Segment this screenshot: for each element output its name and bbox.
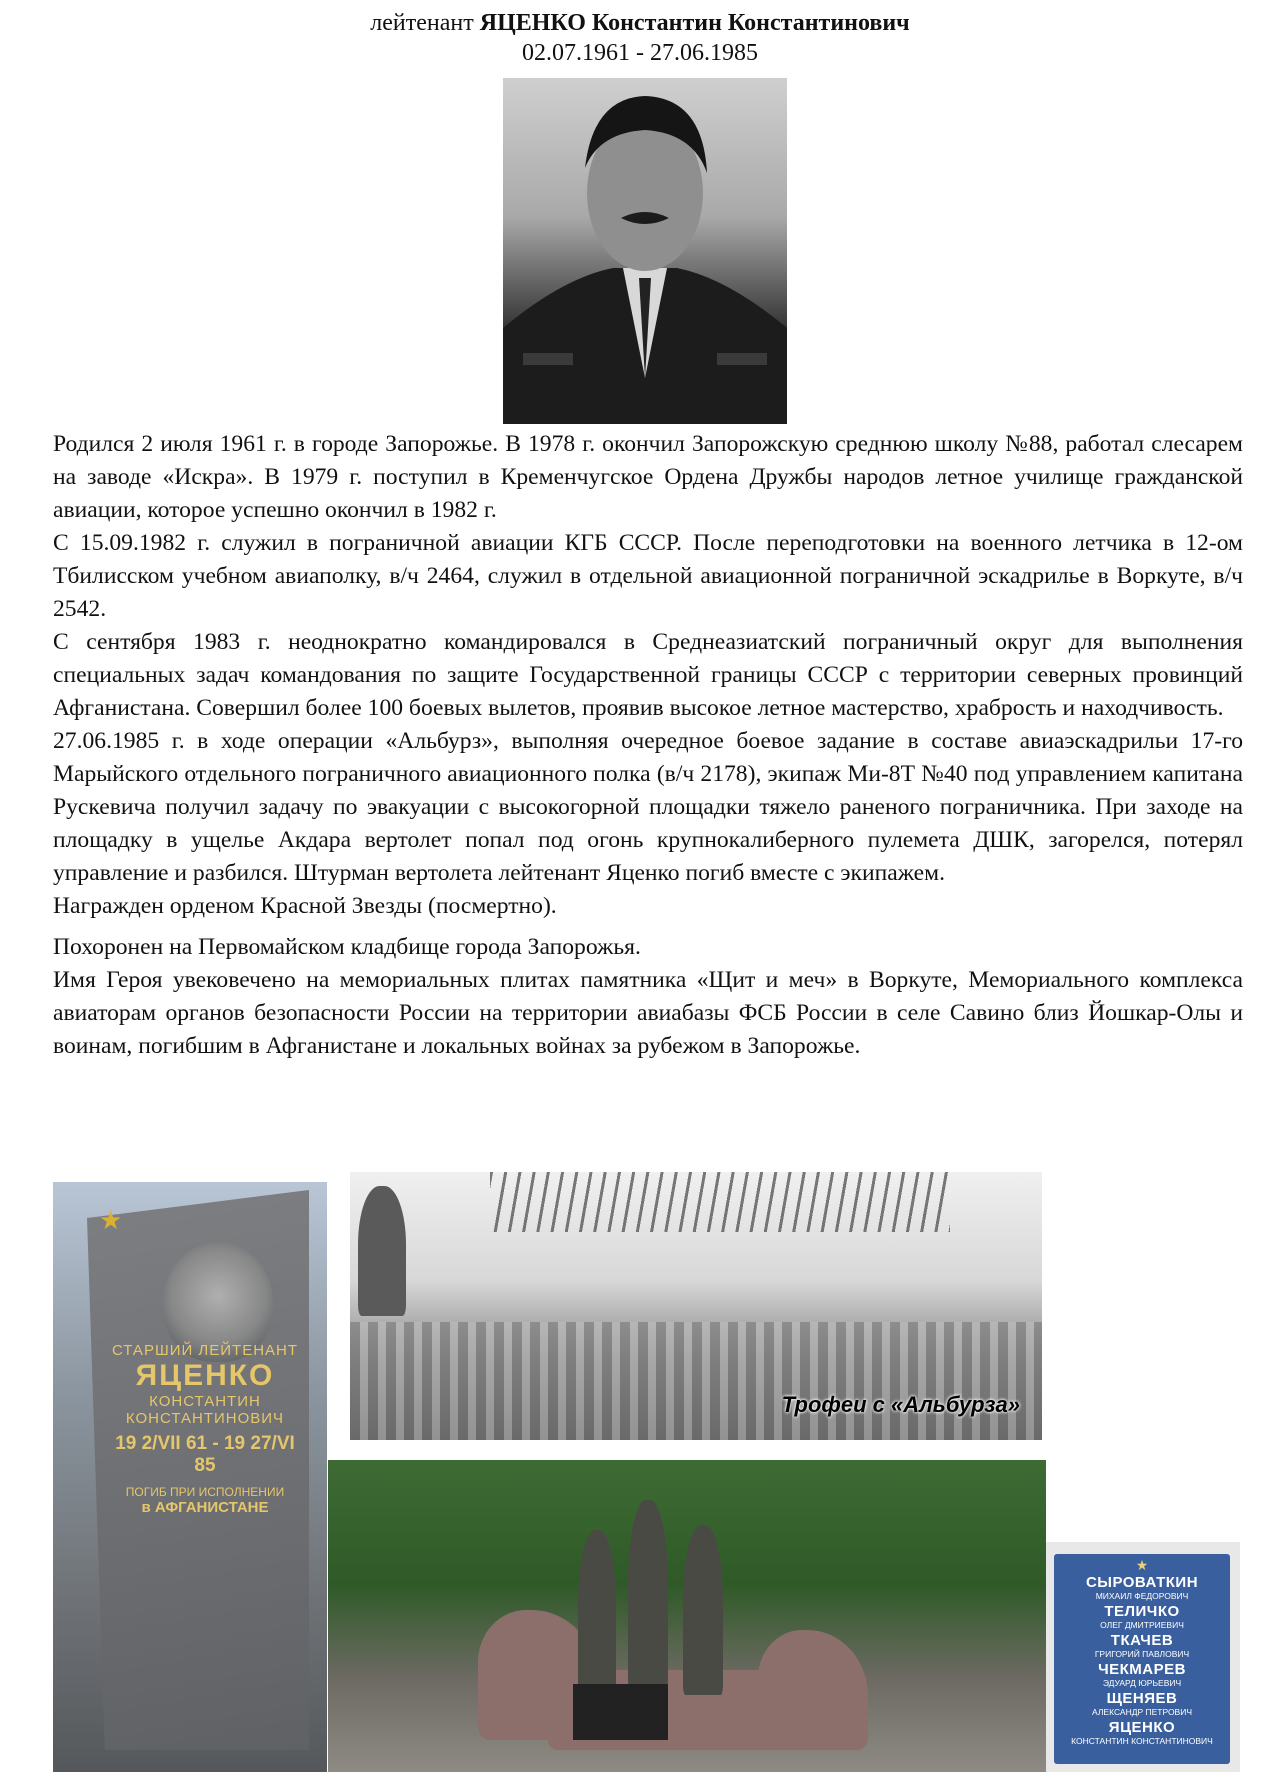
grave-rank: СТАРШИЙ ЛЕЙТЕНАНТ [111,1342,299,1359]
plaque-last-name: ЩЕНЯЕВ [1106,1690,1178,1707]
grave-died-text: ПОГИБ ПРИ ИСПОЛНЕНИИ [125,1485,285,1499]
plaque-first-name: МИХАИЛ ФЕДОРОВИЧ [1095,1591,1189,1601]
grave-place: в АФГАНИСТАНЕ [141,1499,269,1516]
plaque-entry [1054,1632,1230,1659]
trophy-caption: Трофеи с «Альбурза» [781,1392,1020,1417]
plaque-entry [1054,1719,1230,1746]
plaque-first-name: ГРИГОРИЙ ПАВЛОВИЧ [1094,1649,1190,1659]
bio-paragraph: Награжден орденом Красной Звезды (посмертно). [53,893,557,919]
gravestone-inscription [105,1342,305,1516]
trophy-structure [490,1172,950,1232]
bio-paragraph: Родился 2 июля 1961 г. в городе Запорожье. В 1978 г. окончил Запорожскую среднюю школу №88, работал слесарем на заводе «Искра». В 1979 г. поступил в Кременчугское Ордена Дружбы народов летное училище гражданской авиации, которое успешно окончил в 1982 г. [53,431,1243,523]
grave-dates: 19 2/VII 61 - 19 27/VI 85 [115,1433,295,1476]
bio-paragraph: С сентября 1983 г. неоднократно командировался в Среднеазиатский пограничный округ для выполнения специальных задач командования по защите Государственной границы СССР с территории северных провинций Афганистана. Совершил более 100 боевых вылетов, проявив высокое летное мастерство, храбрость и находчивость. [53,629,1243,721]
person-title [0,8,1280,38]
memorial-plaque [1054,1554,1230,1764]
portrait-figure [503,78,787,424]
star-icon: ★ [99,1206,123,1235]
memorial-sign [573,1684,668,1740]
bio-paragraph: 27.06.1985 г. в ходе операции «Альбурз», выполняя очередное боевое задание в составе авиаэскадрильи 17-го Марыйского отдельного пограничного авиационного полка (в/ч 2178), экипаж Ми-8Т №40 под управлением капитана Рускевича получил задачу по эвакуации с высокогорной площадки тяжело раненого пограничника. При заходе на площадку в ущелье Акдара вертолет попал под огонь крупнокалиберного пулемета ДШК, загорелся, потерял управление и разбился. Штурман вертолета лейтенант Яценко погиб вместе с экипажем. [53,728,1243,886]
plaque-last-name: ЧЕКМАРЕВ [1098,1661,1186,1678]
trophy-photo [350,1172,1042,1440]
person-name: ЯЦЕНКО Константин Константинович [479,10,910,36]
plaque-entry [1054,1661,1230,1688]
star-icon: ★ [1135,1557,1149,1573]
gravestone-photo [53,1182,327,1772]
bio-paragraph: С 15.09.1982 г. служил в пограничной авиации КГБ СССР. После переподготовки на военного летчика в 12-ом Тбилисском учебном авиаполку, в/ч 2464, служил в отдельной авиационной пограничной эскадрилье в Воркуте, в/ч 2542. [53,530,1243,622]
soldier-statue [628,1500,668,1690]
plaque-entry [1054,1574,1230,1601]
plaque-last-name: ЯЦЕНКО [1108,1719,1176,1736]
grave-first-names: КОНСТАНТИН КОНСТАНТИНОВИЧ [125,1393,285,1427]
plaque-first-name: КОНСТАНТИН КОНСТАНТИНОВИЧ [1071,1736,1213,1746]
rank-label: лейтенант [370,10,474,36]
plaque-first-name: ОЛЕГ ДМИТРИЕВИЧ [1100,1620,1184,1630]
monument-photo [328,1460,1046,1772]
portrait-photo [503,78,787,424]
biography-text [53,428,1243,1063]
plaque-entry [1054,1690,1230,1717]
bio-paragraph: Похоронен на Первомайском кладбище города Запорожья. [53,934,641,960]
soldier-figure [358,1186,406,1316]
page-header [0,8,1280,68]
plaque-first-name: АЛЕКСАНДР ПЕТРОВИЧ [1091,1707,1193,1717]
plaque-last-name: ТКАЧЕВ [1110,1632,1174,1649]
plaque-first-name: ЭДУАРД ЮРЬЕВИЧ [1102,1678,1182,1688]
grave-last-name: ЯЦЕНКО [135,1359,275,1392]
memorial-plaque-photo [1046,1542,1240,1772]
plaque-last-name: СЫРОВАТКИН [1085,1574,1199,1591]
trophy-ammunition [350,1322,1042,1440]
plaque-entry [1054,1603,1230,1630]
plaque-last-name: ТЕЛИЧКО [1104,1603,1180,1620]
soldier-statue [578,1530,616,1695]
life-dates: 02.07.1961 - 27.06.1985 [522,40,758,66]
bio-paragraph: Имя Героя увековечено на мемориальных плитах памятника «Щит и меч» в Воркуте, Мемориального комплекса авиаторам органов безопасности России на территории авиабазы ФСБ России в селе Савино близ Йошкар-Олы и воинам, погибшим в Афганистане и локальных войнах за рубежом в Запорожье. [53,967,1243,1059]
soldier-statue [683,1525,723,1695]
